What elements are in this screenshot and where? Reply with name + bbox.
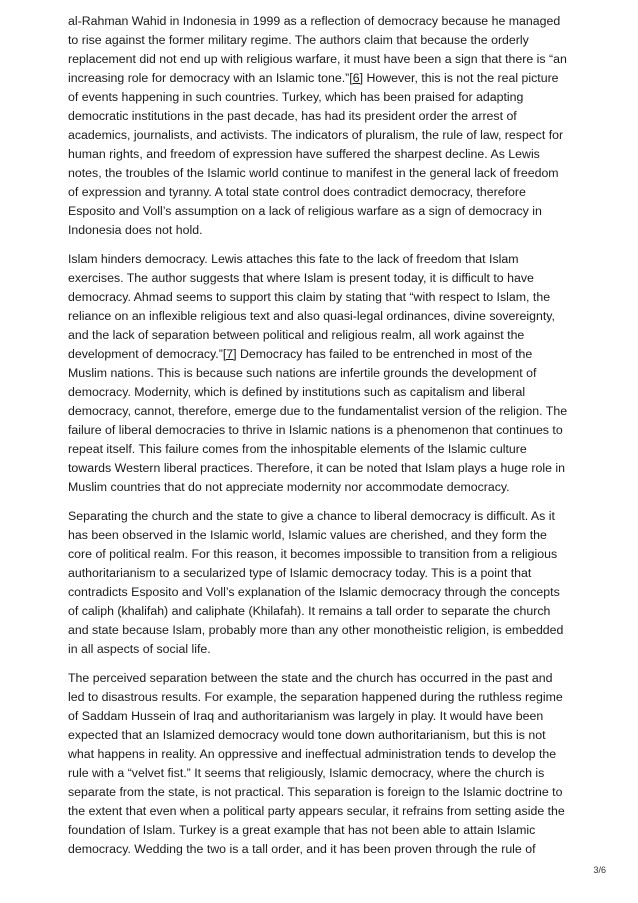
page-number: 3/6 [593,865,606,875]
paragraph-3 [68,507,571,659]
paragraph-2 [68,250,571,497]
paragraph-text: Islam hinders democracy. Lewis attaches this fate to the lack of freedom that Islam exercises. The author suggests that where Islam is present today, it is difficult to have democracy. Ahmad seems to support this claim by stating that “with respect to Islam, the reliance on an inflexible religious text and also quasi-legal ordinances, divine sovereignty, and the lack of separation between political and religious realm, all work against the development of democracy.” [68,252,555,361]
footnote-link-7[interactable]: [7] [222,347,237,361]
paragraph-text: However, this is not the real picture of events happening in such countries. Turkey, which has been praised for adapting democratic institutions in the past decade, has had its president order the arrest of academics, journalists, and activists. The indicators of pluralism, the rule of law, respect for human rights, and freedom of expression have suffered the sharpest decline. As Lewis notes, the troubles of the Islamic world continue to manifest in the general lack of freedom of expression and tyranny. A total state control does contradict democracy, therefore Esposito and Voll’s assumption on a lack of religious warfare as a sign of democracy in Indonesia does not hold. [68,71,564,237]
document-body [68,12,571,869]
paragraph-text: Democracy has failed to be entrenched in most of the Muslim nations. This is because such nations are infertile grounds the development of democracy. Modernity, which is defined by institutions such as capitalism and liberal democracy, cannot, therefore, emerge due to the fundamentalist version of the religion. The failure of liberal democracies to thrive in Islamic nations is a phenomenon that continues to repeat itself. This failure comes from the inhospitable elements of the Islamic culture towards Western liberal practices. Therefore, it can be noted that Islam plays a huge role in Muslim countries that do not appreciate modernity nor accommodate democracy. [68,347,568,494]
paragraph-text: Separating the church and the state to give a chance to liberal democracy is difficult. As it has been observed in the Islamic world, Islamic values are cherished, and they form the core of political realm. For this reason, it becomes impossible to transition from a religious authoritarianism to a secularized type of Islamic democracy today. This is a point that contradicts Esposito and Voll’s explanation of the Islamic democracy through the concepts of caliph (khalifah) and caliphate (Khilafah). It remains a tall order to separate the church and state because Islam, probably more than any other monotheistic religion, is embedded in all aspects of social life. [68,509,564,656]
paragraph-1 [68,12,571,240]
paragraph-text: al-Rahman Wahid in Indonesia in 1999 as a reflection of democracy because he managed to rise against the former military regime. The authors claim that because the orderly replacement did not end up with religious warfare, it must have been a sign that there is “an increasing role for democracy with an Islamic tone.” [68,14,567,85]
footnote-link-6[interactable]: [6] [349,71,364,85]
paragraph-4 [68,669,571,859]
paragraph-text: The perceived separation between the state and the church has occurred in the past and led to disastrous results. For example, the separation happened during the ruthless regime of Saddam Hussein of Iraq and authoritarianism was largely in play. It would have been expected that an Islamized democracy would tone down authoritarianism, but this is not what happens in reality. An oppressive and ineffectual administration tends to develop the rule with a “velvet fist.” It seems that religiously, Islamic democracy, where the church is separate from the state, is not practical. This separation is foreign to the Islamic doctrine to the extent that even when a political party appears secular, it refrains from setting aside the foundation of Islam. Turkey is a great example that has not been able to attain Islamic democracy. Wedding the two is a tall order, and it has been proven through the rule of [68,671,565,856]
